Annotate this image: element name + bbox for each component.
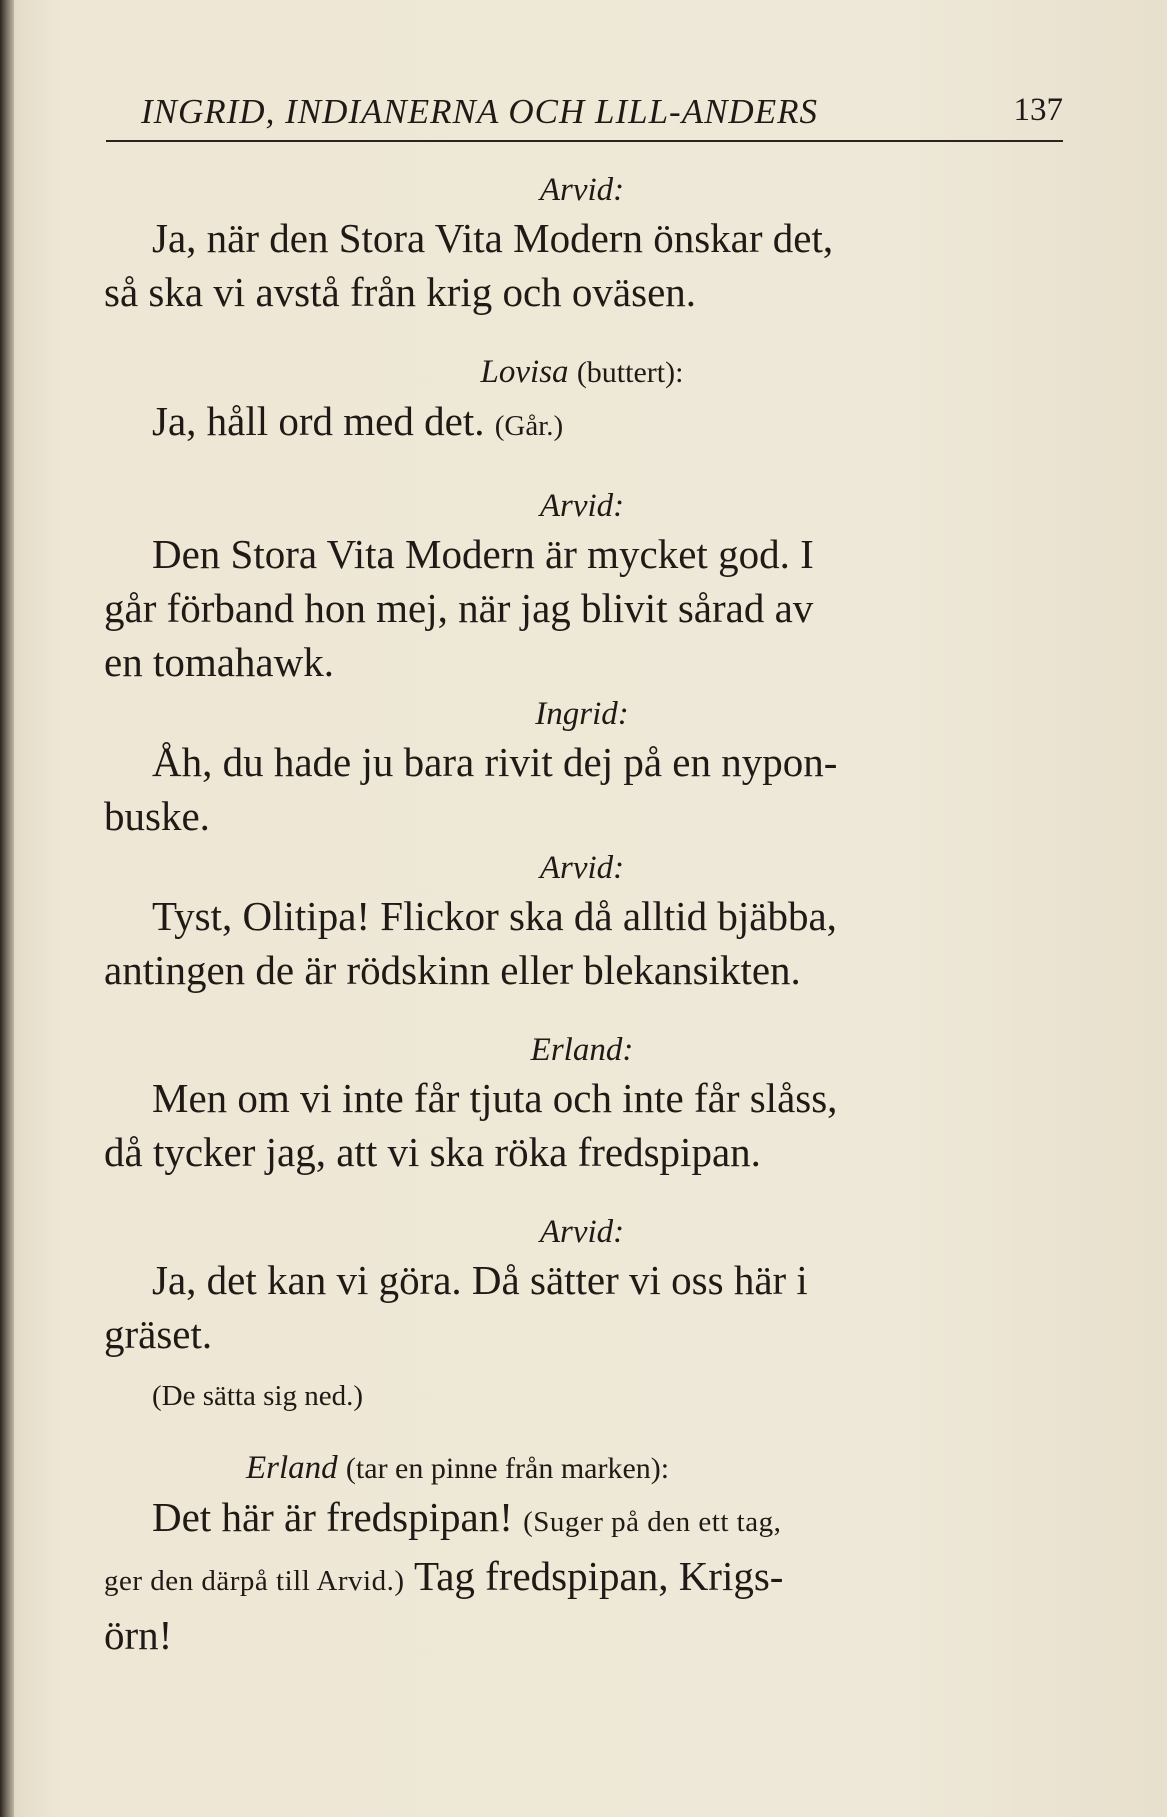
speaker-name: Arvid: [539,850,625,886]
speaker-name: Arvid: [539,1214,625,1250]
dialogue-text: Ja, håll ord med det. [152,398,485,444]
dialogue-text: Det här är fredspipan! [152,1494,513,1540]
page-number: 137 [1013,92,1063,128]
speaker-name: Ingrid: [535,696,629,732]
dialogue-line: då tycker jag, att vi ska röka fredspipan. [104,1129,761,1175]
dialogue-line [104,1490,1060,1549]
running-head: INGRID, INDIANERNA OCH LILL-ANDERS [141,92,818,131]
stage-direction: ger den därpå till Arvid.) [104,1565,405,1597]
dialogue-text: Tag fredspipan, Krigs- [414,1553,784,1599]
dialogue-line: går förband hon mej, när jag blivit sårad av [104,585,814,631]
dialogue-line: Ja, det kan vi göra. Då sätter vi oss här i [152,1257,808,1303]
dialogue-line: så ska vi avstå från krig och oväsen. [104,269,697,315]
stage-direction: (De sätta sig ned.) [152,1380,363,1412]
speaker-name: Arvid: [539,172,625,208]
dialogue-line: gräset. [104,1311,213,1357]
dialogue-line: buske. [104,793,210,839]
speaker-heading [104,1447,1060,1490]
stage-direction: (Går.) [494,410,564,442]
speaker-name: Erland: [530,1032,634,1068]
dialogue-line: Ja, när den Stora Vita Modern önskar det, [152,215,834,261]
dialogue-line [104,1549,1060,1608]
speaker-name: Arvid: [539,488,625,524]
dialogue-line: Åh, du hade ju bara rivit dej på en nypon- [152,739,838,785]
dialogue-line: Tyst, Olitipa! Flickor ska då alltid bjäbba, [152,893,837,939]
dialogue-line: antingen de är rödskinn eller blekansikten. [104,947,801,993]
speaker-name: Lovisa [480,354,569,390]
dialogue-line: Den Stora Vita Modern är mycket god. I [152,531,814,577]
dialogue-line: Men om vi inte får tjuta och inte får slåss, [152,1075,838,1121]
speaker-heading [104,351,1060,394]
dialogue-line: örn! [104,1612,173,1658]
stage-direction: (buttert): [576,356,684,389]
page-header [106,90,1063,142]
dialogue-line: en tomahawk. [104,639,334,685]
stage-direction: (tar en pinne från marken): [345,1452,670,1485]
dialogue-line [104,394,1060,453]
play-text [104,165,1060,1662]
book-spine-shadow [0,0,14,1817]
speaker-name: Erland [246,1450,338,1486]
stage-direction: (Suger på den ett tag, [523,1506,782,1538]
